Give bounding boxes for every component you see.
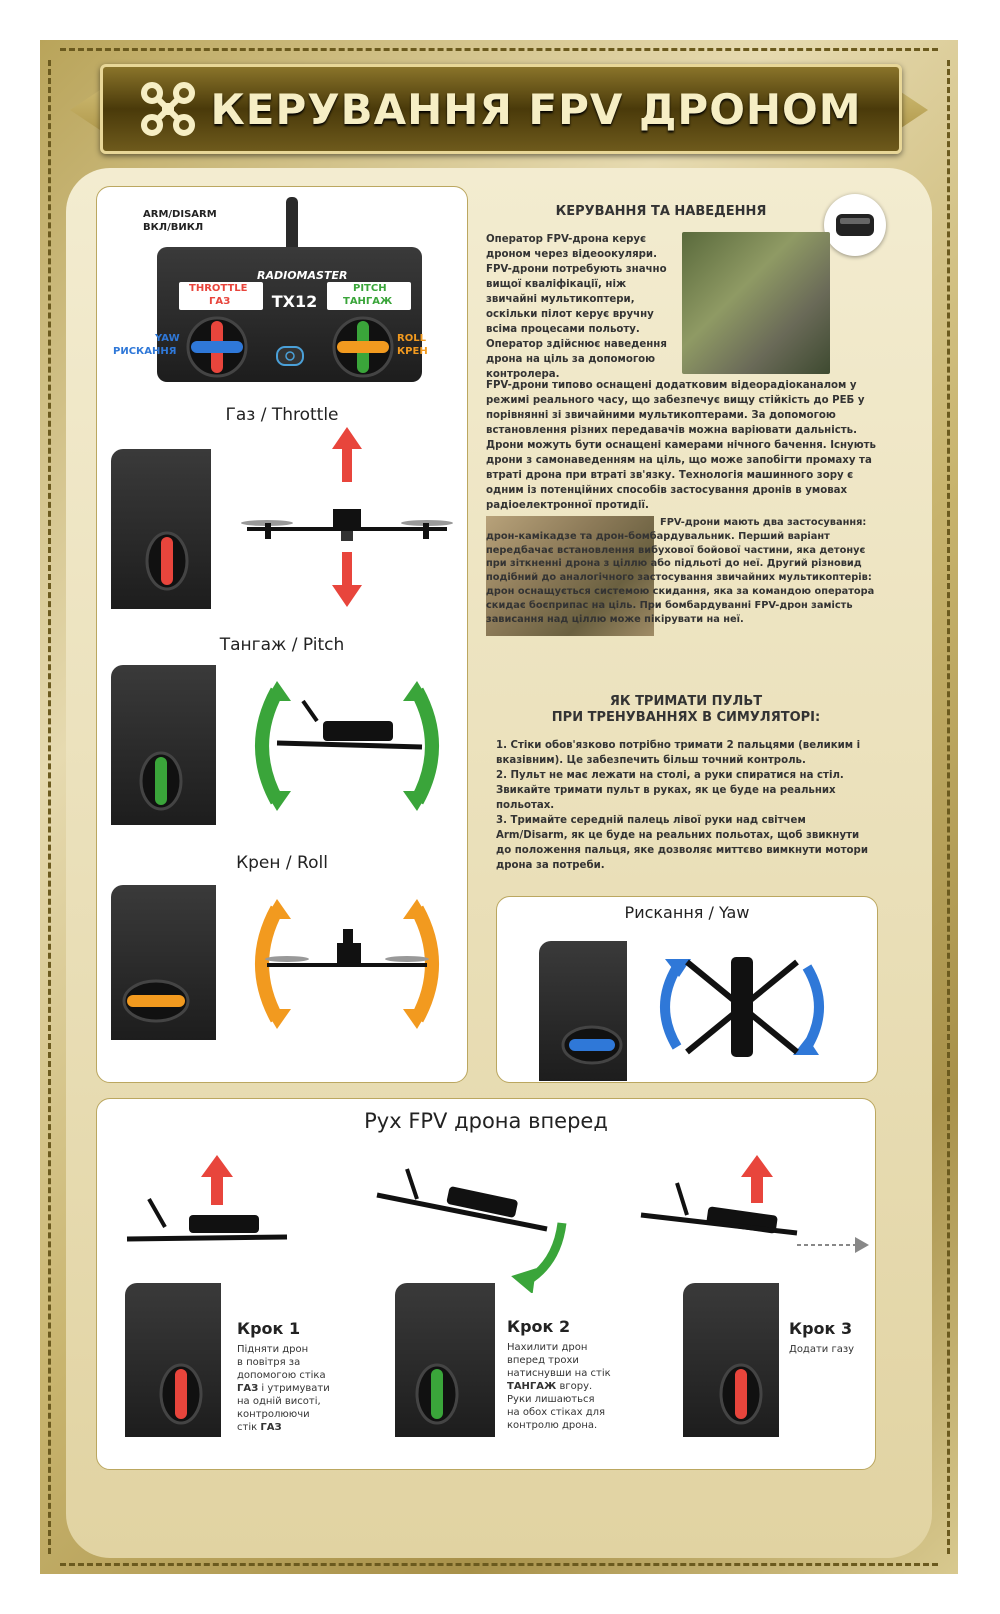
pitch-stick-icon — [139, 751, 183, 811]
step1-throttle-stick-icon — [159, 1363, 203, 1425]
controls-card — [96, 186, 468, 1083]
pitch-label-box — [327, 282, 411, 310]
title-banner — [100, 64, 902, 154]
throttle-label-box — [179, 282, 263, 310]
forward-title: Рух FPV дрона вперед — [364, 1109, 608, 1133]
arm-label-ua: ВКЛ/ВИКЛ — [143, 222, 204, 233]
step2-text: Нахилити дрон вперед трохи натиснувши на стік ТАНГАЖ вгору. Руки лишаються на обох стіках для контролю дрона. — [507, 1342, 611, 1431]
yaw-stick-icon — [561, 1025, 623, 1065]
yaw-label: YAW — [155, 333, 180, 344]
roll-label-ua: КРЕН — [397, 346, 428, 357]
border-dashes-right — [947, 60, 950, 1554]
arm-label: ARM/DISARM — [143, 209, 217, 220]
border-dashes-bottom — [60, 1563, 938, 1566]
yaw-drone-icon — [657, 937, 827, 1077]
pitch-caption: Тангаж / Pitch — [219, 635, 345, 655]
pitch-label-ua: ТАНГАЖ — [343, 296, 393, 307]
power-button-icon — [275, 345, 305, 367]
step3-title: Крок 3 — [789, 1319, 853, 1338]
throttle-caption: Газ / Throttle — [225, 405, 339, 425]
forward-motion-card — [96, 1098, 876, 1470]
right-stick-icon — [331, 315, 395, 379]
pitch-label: PITCH — [353, 283, 387, 294]
step1-title: Крок 1 — [237, 1319, 301, 1338]
page-title: КЕРУВАННЯ FPV ДРОНОМ — [210, 84, 862, 134]
operator-photo — [682, 232, 830, 374]
yaw-label-ua: РИСКАННЯ — [113, 346, 177, 357]
roll-stick-icon — [121, 979, 191, 1023]
hold-list — [496, 738, 876, 873]
guidance-title: КЕРУВАННЯ ТА НАВЕДЕННЯ — [555, 204, 767, 219]
step3-throttle-stick-icon — [719, 1363, 763, 1425]
throttle-drone-icon — [237, 427, 457, 607]
border-dashes-top — [60, 48, 938, 51]
step2-drone-icon — [367, 1163, 587, 1293]
roll-caption: Крен / Roll — [236, 853, 328, 873]
step2-pitch-stick-icon — [415, 1363, 459, 1425]
roll-label: ROLL — [397, 333, 426, 344]
guidance-paragraph-3: FPV-дрони мають два застосування: дрон-камікадзе та дрон-бомбардувальник. Перший варіант передбачає встановлення вибухової бойової частини, яка детонує при зіткненні дрона з ціллю або підльоті до неї. Другий різновид подібний до аналогічного застосування звичайних мультикоптерів: дрон оснащується системою скидання, яка за командою оператора скидає боєприпас на ціль. При бомбардуванні FPV-дрон замість зависання над ціллю може пікірувати на неї. — [486, 517, 875, 625]
step3-drone-icon — [637, 1155, 877, 1275]
border-dashes-left — [48, 60, 51, 1554]
left-stick-icon — [185, 315, 249, 379]
content-panel — [66, 168, 932, 1558]
throttle-label-ua: ГАЗ — [209, 296, 231, 307]
hold-title-2: ПРИ ТРЕНУВАННЯХ В СИМУЛЯТОРІ: — [551, 710, 821, 725]
controller-model: TX12 — [271, 292, 318, 311]
vr-goggles-icon — [824, 194, 886, 256]
pitch-drone-icon — [247, 681, 447, 811]
hold-item-1: 1. Стіки обов'язково потрібно тримати 2 пальцями (великим і вказівним). Це забезпечить більш точний контроль. — [496, 740, 861, 766]
yaw-caption: Рискання / Yaw — [624, 903, 750, 922]
throttle-label: THROTTLE — [189, 283, 248, 294]
controller-brand: RADIOMASTER — [257, 269, 348, 282]
hold-title-1: ЯК ТРИМАТИ ПУЛЬТ — [609, 694, 763, 709]
drone-icon — [140, 81, 196, 137]
roll-drone-icon — [247, 899, 447, 1029]
step3-text: Додати газу — [789, 1344, 855, 1355]
poster — [40, 40, 958, 1574]
step1-drone-icon — [117, 1155, 297, 1265]
step2-title: Крок 2 — [507, 1317, 571, 1336]
step1-text: Підняти дрон в повітря за допомогою стіка ГАЗ і утримувати на одній висоті, контролюючи стік ГАЗ — [237, 1344, 330, 1433]
guidance-paragraph-2: FPV-дрони типово оснащені додатковим відеорадіоканалом у режимі реального часу, що забезпечує вищу стійкість до РЕБ у порівнянні зі звичайними мультикоптерами. За допомогою встановлення різних передавачів можна варіювати дальність. Дрони можуть бути оснащені камерами нічного бачення. Існують дрони з самонаведенням на ціль, що може запобігти промаху та втраті дрона при втраті зв'язку. Технологія машинного зору є одним із потенційних способів застосування дронів в умовах радіоелектронної протидії. — [486, 380, 876, 511]
hold-item-3: 3. Тримайте середній палець лівої руки над світчем Arm/Disarm, як це буде на реальних польотах, щоб звикнути до положення пальця, яке дозволяє миттєво вимкнути мотори дрона за потреби. — [496, 815, 868, 871]
hold-item-2: 2. Пульт не має лежати на столі, а руки спиратися на стіл. Звикайте тримати пульт в руках, як це буде на реальних польотах. — [496, 770, 844, 811]
throttle-stick-icon — [145, 531, 189, 591]
yaw-card — [496, 896, 878, 1083]
guidance-paragraph-1: Оператор FPV-дрона керує дроном через відеоокуляри. FPV-дрони потребують значно вищої кваліфікації, ніж звичайні мультикоптери, оскільки пілот керує вручну всіма процесами польоту. Оператор здійснює наведення дрона на ціль за допомогою контролера. — [486, 234, 667, 380]
